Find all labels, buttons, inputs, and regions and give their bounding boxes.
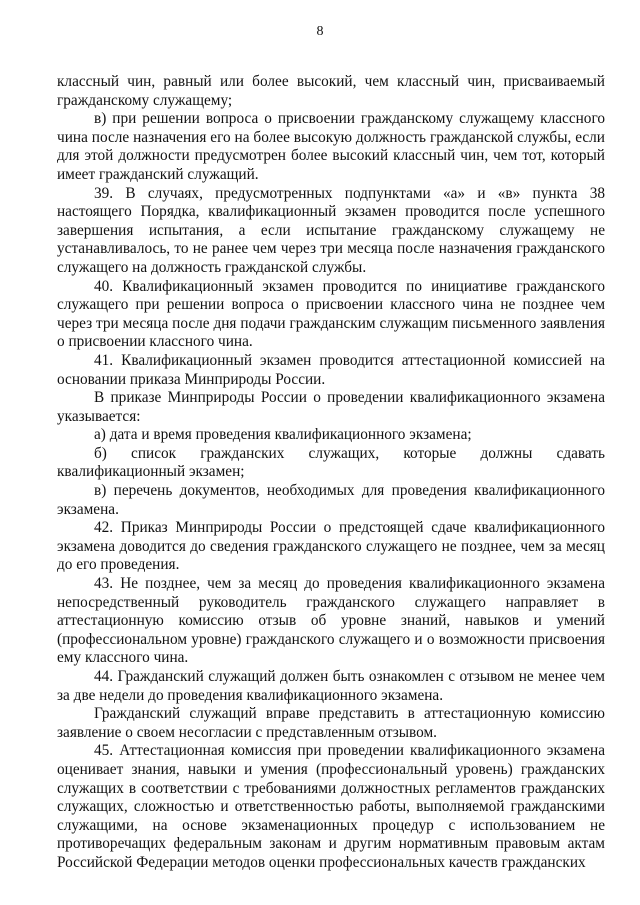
paragraph-41: 41. Квалификационный экзамен проводится аттестационной комиссией на основании приказа Минприроды России. — [57, 351, 605, 388]
paragraph-item-v: в) при решении вопроса о присвоении гражданскому служащему классного чина после назначения его на более высокую должность гражданской службы, если для этой должности предусмотрен более высокий классный чин, чем тот, который имеет гражданский служащий. — [57, 110, 605, 183]
paragraph-item-b: б) список гражданских служащих, которые должны сдавать квалификационный экзамен; — [57, 444, 605, 481]
paragraph-disagreement: Гражданский служащий вправе представить в аттестационную комиссию заявление о своем несогласии с представленным отзывом. — [57, 705, 605, 741]
paragraph-43: 43. Не позднее, чем за месяц до проведения квалификационного экзамена непосредственный руководитель гражданского служащего направляет в аттестационную комиссию отзыв об уровне знаний, навыков и умений (профессиональном уровне) гражданского служащего и о возможности присвоения ему классного чина. — [57, 575, 605, 667]
paragraph-39: 39. В случаях, предусмотренных подпунктами «а» и «в» пункта 38 настоящего Порядка, квалификационный экзамен проводится после успешного завершения испытания, а если испытание гражданскому служащему не устанавливалось, то не ранее чем через три месяца после назначения гражданского служащего на должность гражданской службы. — [57, 184, 605, 276]
paragraph-item-a: а) дата и время проведения квалификационного экзамена; — [94, 426, 472, 444]
page-number: 8 — [316, 24, 324, 39]
paragraph-order-contents: В приказе Минприроды России о проведении квалификационного экзамена указывается: — [57, 389, 605, 425]
paragraph-continuation: классный чин, равный или более высокий, чем классный чин, присваиваемый гражданскому служащему; — [57, 73, 605, 109]
paragraph-44: 44. Гражданский служащий должен быть ознакомлен с отзывом не менее чем за две недели до проведения квалификационного экзамена. — [57, 668, 605, 704]
paragraph-42: 42. Приказ Минприроды России о предстоящей сдаче квалификационного экзамена доводится до сведения гражданского служащего не позднее, чем за месяц до его проведения. — [57, 519, 605, 574]
paragraph-45: 45. Аттестационная комиссия при проведении квалификационного экзамена оценивает знания, навыки и умения (профессиональный уровень) гражданских служащих в соответствии с требованиями должностных регламентов гражданских служащих, сложностью и ответственностью работы, выполняемой гражданскими служащими, на основе экзаменационных процедур с использованием не противоречащих федеральным законам и другим нормативным правовым актам Российской Федерации методов оценки профессиональных качеств гражданских — [57, 742, 605, 871]
paragraph-40: 40. Квалификационный экзамен проводится по инициативе гражданского служащего при решении вопроса о присвоении классного чина не позднее чем через три месяца после дня подачи гражданским служащим письменного заявления о присвоении классного чина. — [57, 277, 605, 351]
paragraph-item-v2: в) перечень документов, необходимых для проведения квалификационного экзамена. — [57, 482, 605, 518]
document-body — [57, 73, 605, 873]
